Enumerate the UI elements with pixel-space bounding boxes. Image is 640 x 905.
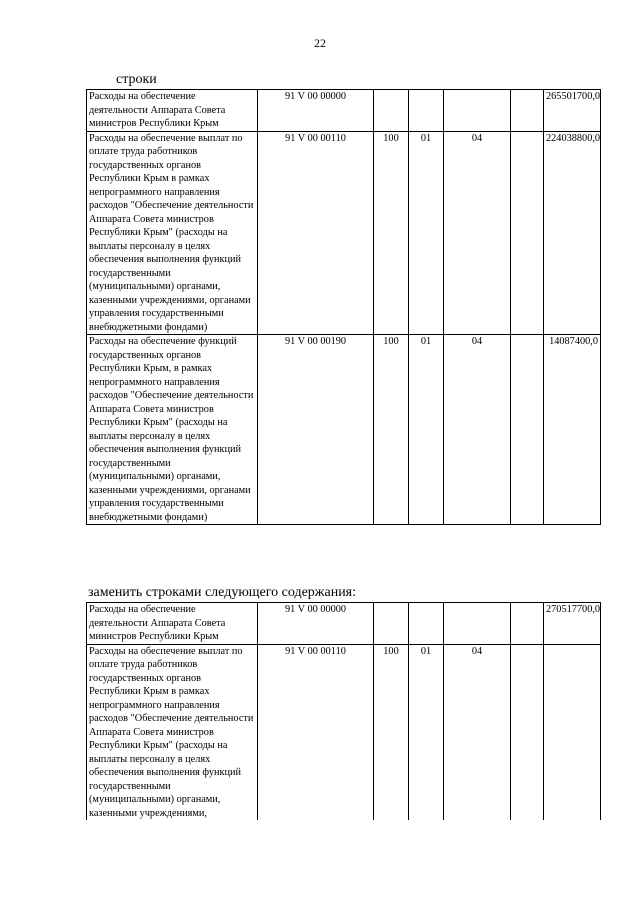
row-name: Расходы на обеспечение выплат по оплате труда работников государственных органов Республики Крым в рамках непрограммного направления расходов "Обеспечение деятельности Аппарата Совета министров Республики Крым" (расходы на выплаты персоналу в целях обеспечения выполнения функций государственными (муниципальными) органами, казенными учреждениями, органами управления государственными внебюджетными фондами) — [87, 131, 258, 335]
table-row — [87, 335, 601, 525]
row-amount — [544, 644, 601, 820]
row-cs — [444, 603, 511, 645]
row-extra — [511, 335, 544, 525]
row-ps — [409, 90, 444, 132]
caption-rows: строки — [116, 72, 157, 87]
row-vr: 100 — [374, 131, 409, 335]
row-extra — [511, 644, 544, 820]
row-code: 91 V 00 00000 — [258, 90, 374, 132]
table-row — [87, 644, 601, 820]
row-amount: 270517700,0 — [544, 603, 601, 645]
row-code: 91 V 00 00110 — [258, 131, 374, 335]
row-amount: 14087400,0 — [544, 335, 601, 525]
row-ps: 01 — [409, 644, 444, 820]
row-ps: 01 — [409, 335, 444, 525]
row-cs — [444, 90, 511, 132]
row-amount: 265501700,0 — [544, 90, 601, 132]
table-row — [87, 131, 601, 335]
row-name: Расходы на обеспечение функций государственных органов Республики Крым, в рамках непрограммного направления расходов "Обеспечение деятельности Аппарата Совета министров Республики Крым" (расходы на выплаты персоналу в целях обеспечения выполнения функций государственными (муниципальными) органами, казенными учреждениями, органами управления государственными внебюджетными фондами) — [87, 335, 258, 525]
row-cs: 04 — [444, 644, 511, 820]
row-name: Расходы на обеспечение деятельности Аппарата Совета министров Республики Крым — [87, 603, 258, 645]
row-vr — [374, 603, 409, 645]
row-code: 91 V 00 00110 — [258, 644, 374, 820]
row-vr — [374, 90, 409, 132]
row-ps: 01 — [409, 131, 444, 335]
table-row — [87, 90, 601, 132]
row-code: 91 V 00 00000 — [258, 603, 374, 645]
row-vr: 100 — [374, 644, 409, 820]
row-extra — [511, 90, 544, 132]
table-row — [87, 603, 601, 645]
row-name: Расходы на обеспечение выплат по оплате труда работников государственных органов Республики Крым в рамках непрограммного направления расходов "Обеспечение деятельности Аппарата Совета министров Республики Крым" (расходы на выплаты персоналу в целях обеспечения выполнения функций государственными (муниципальными) органами, казенными учреждениями, — [87, 644, 258, 820]
row-code: 91 V 00 00190 — [258, 335, 374, 525]
row-name: Расходы на обеспечение деятельности Аппарата Совета министров Республики Крым — [87, 90, 258, 132]
row-extra — [511, 131, 544, 335]
row-ps — [409, 603, 444, 645]
row-vr: 100 — [374, 335, 409, 525]
budget-table-old — [86, 89, 601, 525]
row-cs: 04 — [444, 335, 511, 525]
row-amount: 224038800,0 — [544, 131, 601, 335]
budget-table-new — [86, 602, 601, 820]
page-number: 22 — [314, 36, 326, 50]
row-cs: 04 — [444, 131, 511, 335]
caption-replace: заменить строками следующего содержания: — [88, 585, 357, 600]
row-extra — [511, 603, 544, 645]
